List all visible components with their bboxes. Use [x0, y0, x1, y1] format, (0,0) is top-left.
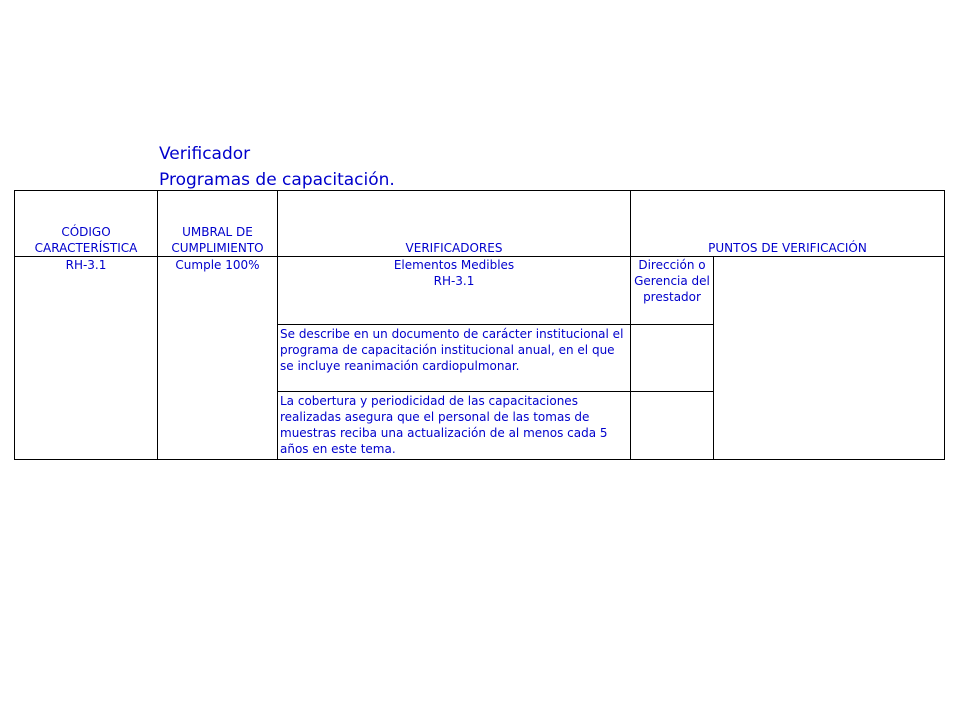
cell-direccion: Dirección o Gerencia del prestador — [631, 257, 714, 325]
heading-line-2: Programas de capacitación. — [159, 170, 395, 190]
header-umbral: UMBRAL DE CUMPLIMIENTO — [158, 191, 278, 257]
cell-verificador-1: Se describe en un documento de carácter institucional el programa de capacitación institucional anual, en el que se incluye reanimación cardiopulmonar. — [278, 325, 631, 392]
cell-codigo: RH-3.1 — [15, 257, 158, 460]
verificador-heading — [159, 141, 395, 193]
elementos-title: Elementos Medibles — [393, 258, 515, 272]
cell-elementos-medibles — [278, 257, 631, 325]
heading-line-1: Verificador — [159, 144, 251, 164]
cell-puntos-blank — [714, 257, 945, 460]
umbral-value: Cumple 100% — [175, 258, 260, 272]
cell-umbral — [158, 257, 278, 460]
header-codigo: CÓDIGO CARACTERÍSTICA — [15, 191, 158, 257]
cell-verificador-2: La cobertura y periodicidad de las capacitaciones realizadas asegura que el personal de las tomas de muestras reciba una actualización de al menos cada 5 años en este tema. — [278, 392, 631, 460]
header-verificadores: VERIFICADORES — [278, 191, 631, 257]
header-puntos: PUNTOS DE VERIFICACIÓN — [631, 191, 945, 257]
cell-punto-2 — [631, 392, 714, 460]
verification-table — [14, 190, 945, 460]
elementos-code: RH-3.1 — [433, 274, 475, 288]
cell-punto-1 — [631, 325, 714, 392]
